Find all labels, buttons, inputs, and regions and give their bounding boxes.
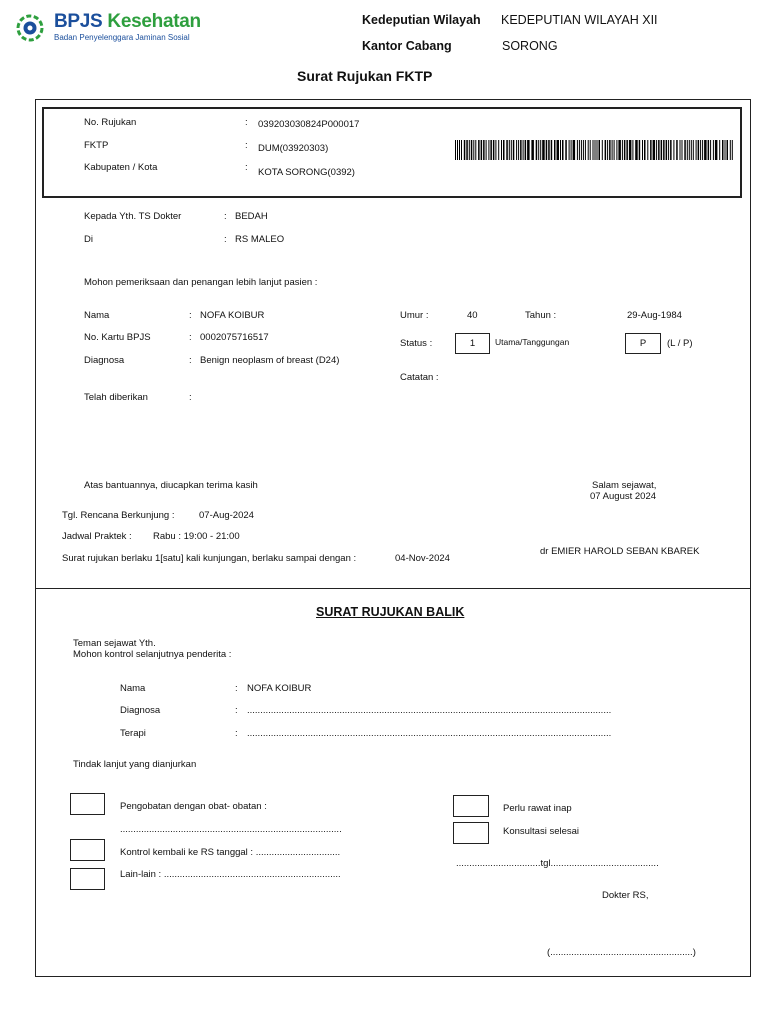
barcode-bar	[614, 140, 615, 160]
date-line[interactable]: ................................tgl.........................................	[456, 858, 659, 869]
status-label: Status :	[400, 338, 433, 349]
barcode-bar	[554, 140, 556, 160]
control-checkbox[interactable]	[70, 839, 105, 861]
letter-date: 07 August 2024	[590, 491, 657, 502]
schedule-value: Rabu : 19:00 - 21:00	[153, 531, 240, 542]
hospital-doctor-label: Dokter RS,	[602, 890, 649, 901]
barcode-bar	[644, 140, 646, 160]
visit-value: 07-Aug-2024	[199, 510, 254, 521]
control-label: Kontrol kembali ke RS tanggal : ................................	[120, 847, 341, 858]
barcode-bar	[597, 140, 598, 160]
deputy-value: KEDEPUTIAN WILAYAH XII	[501, 13, 658, 27]
barcode-bar	[595, 140, 596, 160]
status-desc: Utama/Tanggungan	[495, 337, 570, 347]
barcode-bar	[481, 140, 483, 160]
barcode-bar	[542, 140, 545, 160]
barcode-bar	[607, 140, 608, 160]
consult-done-checkbox[interactable]	[453, 822, 489, 844]
barcode-bar	[673, 140, 674, 160]
year-label: Tahun :	[525, 310, 557, 321]
consult-done-label: Konsultasi selesai	[503, 826, 580, 837]
given-label: Telah diberikan	[84, 392, 148, 403]
bpjs-logo-icon	[16, 14, 44, 42]
branch-label: Kantor Cabang	[362, 39, 452, 53]
barcode-bar	[560, 140, 561, 160]
back-therapy-field[interactable]: ..........................................................................................................................................	[247, 728, 612, 739]
location-value: RS MALEO	[235, 234, 285, 245]
barcode-bar	[722, 140, 724, 160]
barcode-bar	[573, 140, 576, 160]
back-referral-title: SURAT RUJUKAN BALIK	[316, 605, 465, 619]
barcode-image	[455, 140, 733, 160]
barcode-bar	[618, 140, 621, 160]
barcode-bar	[666, 140, 668, 160]
barcode-bar	[668, 140, 669, 160]
back-request: Mohon kontrol selanjutnya penderita :	[73, 649, 232, 660]
barcode-bar	[501, 140, 502, 160]
barcode-bar	[461, 140, 462, 160]
barcode-bar	[663, 140, 665, 160]
colon: :	[235, 705, 238, 716]
city-label: Kabupaten / Kota	[84, 162, 158, 173]
barcode-bar	[635, 140, 638, 160]
patient-name-label: Nama	[84, 310, 110, 321]
validity-date: 04-Nov-2024	[395, 553, 450, 564]
barcode-bar	[727, 140, 729, 160]
barcode-bar	[495, 140, 496, 160]
barcode-bar	[629, 140, 632, 160]
barcode-bar	[490, 140, 492, 160]
colon: :	[189, 355, 192, 366]
barcode-bar	[540, 140, 541, 160]
other-checkbox[interactable]	[70, 868, 105, 890]
barcode-bar	[493, 140, 495, 160]
visit-label: Tgl. Rencana Berkunjung :	[62, 510, 175, 521]
barcode-bar	[658, 140, 660, 160]
logo-title: BPJS Kesehatan	[54, 11, 201, 32]
barcode-bar	[486, 140, 487, 160]
barcode-bar	[624, 140, 626, 160]
colon: :	[245, 162, 248, 173]
barcode-bar	[682, 140, 683, 160]
gender-box: P	[625, 333, 661, 354]
card-label: No. Kartu BPJS	[84, 332, 151, 343]
schedule-label: Jadwal Praktek :	[62, 531, 132, 542]
notes-label: Catatan :	[400, 372, 439, 383]
location-label: Di	[84, 234, 93, 245]
barcode-bar	[693, 140, 694, 160]
followup-title: Tindak lanjut yang dianjurkan	[73, 759, 197, 770]
barcode-bar	[583, 140, 584, 160]
barcode-bar	[488, 140, 489, 160]
barcode-bar	[557, 140, 560, 160]
barcode-bar	[518, 140, 519, 160]
barcode-bar	[647, 140, 648, 160]
logo-subtitle: Badan Penyelenggara Jaminan Sosial	[54, 33, 190, 42]
barcode-bar	[464, 140, 466, 160]
deputy-label: Kedeputian Wilayah	[362, 13, 481, 27]
fktp-label: FKTP	[84, 140, 109, 151]
city-value: KOTA SORONG(0392)	[258, 167, 355, 178]
validity-text: Surat rujukan berlaku 1[satu] kali kunjungan, berlaku sampai dengan :	[62, 553, 357, 564]
medication-checkbox[interactable]	[70, 793, 105, 815]
barcode-bar	[455, 140, 456, 160]
barcode-bar	[730, 140, 731, 160]
barcode-bar	[457, 140, 458, 160]
barcode-bar	[725, 140, 726, 160]
status-box: 1	[455, 333, 490, 354]
referral-no-label: No. Rujukan	[84, 117, 137, 128]
colon: :	[245, 117, 248, 128]
doc-title: Surat Rujukan FKTP	[297, 68, 433, 84]
barcode-bar	[700, 140, 701, 160]
colon: :	[189, 332, 192, 343]
barcode-bar	[471, 140, 473, 160]
colon: :	[235, 683, 238, 694]
barcode-bar	[469, 140, 470, 160]
barcode-bar	[511, 140, 512, 160]
age-label: Umur :	[400, 310, 429, 321]
barcode-bar	[732, 140, 733, 160]
barcode-bar	[691, 140, 692, 160]
barcode-bar	[661, 140, 663, 160]
fktp-value: DUM(03920303)	[258, 143, 329, 154]
colon: :	[235, 728, 238, 739]
card-value: 0002075716517	[200, 332, 269, 343]
age-value: 40	[467, 310, 478, 321]
barcode-bar	[670, 140, 672, 160]
barcode-bar	[710, 140, 711, 160]
barcode-bar	[569, 140, 570, 160]
barcode-bar	[609, 140, 611, 160]
barcode-bar	[516, 140, 517, 160]
colon: :	[224, 211, 227, 222]
other-label: Lain-lain : ...................................................................	[120, 869, 341, 880]
barcode-bar	[483, 140, 485, 160]
barcode-bar	[571, 140, 572, 160]
barcode-bar	[676, 140, 678, 160]
barcode-bar	[689, 140, 690, 160]
barcode-bar	[704, 140, 707, 160]
barcode-bar	[593, 140, 594, 160]
back-greeting: Teman sejawat Yth.	[73, 638, 156, 649]
barcode-bar	[650, 140, 652, 160]
section-divider	[35, 588, 751, 589]
back-name-value: NOFA KOIBUR	[247, 683, 312, 694]
inpatient-checkbox[interactable]	[453, 795, 489, 817]
barcode-bar	[639, 140, 641, 160]
barcode-bar	[715, 140, 718, 160]
barcode-bar	[626, 140, 628, 160]
barcode-bar	[581, 140, 582, 160]
back-diagnosis-field[interactable]: ..........................................................................................................................................	[247, 705, 612, 716]
barcode-bar	[520, 140, 522, 160]
barcode-bar	[632, 140, 633, 160]
signature-line[interactable]: (......................................................)	[547, 947, 696, 958]
barcode-bar	[538, 140, 539, 160]
barcode-bar	[527, 140, 530, 160]
barcode-bar	[653, 140, 656, 160]
barcode-bar	[687, 140, 688, 160]
barcode-bar	[523, 140, 524, 160]
recipient-label: Kepada Yth. TS Dokter	[84, 211, 182, 222]
patient-name-value: NOFA KOIBUR	[200, 310, 265, 321]
barcode-bar	[531, 140, 534, 160]
birthdate-value: 29-Aug-1984	[627, 310, 682, 321]
salutation: Salam sejawat,	[592, 480, 657, 491]
barcode-bar	[602, 140, 603, 160]
referring-doctor: dr EMIER HAROLD SEBAN KBAREK	[540, 546, 700, 557]
barcode-bar	[684, 140, 686, 160]
referral-no-value: 039203030824P000017	[258, 119, 360, 130]
barcode-bar	[473, 140, 474, 160]
barcode-bar	[546, 140, 548, 160]
barcode-bar	[612, 140, 613, 160]
barcode-bar	[459, 140, 460, 160]
barcode-bar	[585, 140, 586, 160]
barcode-bar	[680, 140, 681, 160]
barcode-bar	[599, 140, 601, 160]
barcode-bar	[590, 140, 591, 160]
barcode-bar	[605, 140, 607, 160]
thanks-text: Atas bantuannya, diucapkan terima kasih	[84, 480, 258, 491]
barcode-bar	[719, 140, 720, 160]
colon: :	[224, 234, 227, 245]
barcode-bar	[506, 140, 508, 160]
barcode-bar	[565, 140, 567, 160]
gender-desc: (L / P)	[667, 338, 693, 349]
barcode-bar	[713, 140, 714, 160]
barcode-bar	[642, 140, 643, 160]
back-name-label: Nama	[120, 683, 146, 694]
request-text: Mohon pemeriksaan dan penangan lebih lanjut pasien :	[84, 277, 318, 288]
medication-dots[interactable]: ....................................................................................	[120, 824, 342, 835]
barcode-bar	[698, 140, 700, 160]
barcode-bar	[622, 140, 623, 160]
barcode-bar	[478, 140, 480, 160]
barcode-bar	[616, 140, 617, 160]
diagnosis-label: Diagnosa	[84, 355, 125, 366]
barcode-bar	[562, 140, 564, 160]
barcode-bar	[466, 140, 468, 160]
colon: :	[189, 310, 192, 321]
barcode-bar	[708, 140, 710, 160]
barcode-bar	[696, 140, 697, 160]
colon: :	[189, 392, 192, 403]
barcode-bar	[525, 140, 527, 160]
barcode-bar	[503, 140, 505, 160]
barcode-bar	[498, 140, 499, 160]
barcode-bar	[475, 140, 476, 160]
colon: :	[245, 140, 248, 151]
barcode-bar	[588, 140, 589, 160]
barcode-bar	[579, 140, 580, 160]
barcode-bar	[548, 140, 550, 160]
document-frame	[35, 99, 751, 977]
barcode-bar	[656, 140, 657, 160]
medication-label: Pengobatan dengan obat- obatan :	[120, 801, 267, 812]
inpatient-label: Perlu rawat inap	[503, 803, 572, 814]
barcode-bar	[702, 140, 703, 160]
barcode-bar	[551, 140, 553, 160]
diagnosis-value: Benign neoplasm of breast (D24)	[200, 355, 340, 366]
barcode-bar	[536, 140, 538, 160]
back-therapy-label: Terapi	[120, 728, 146, 739]
barcode-bar	[513, 140, 515, 160]
barcode-bar	[509, 140, 510, 160]
branch-value: SORONG	[502, 39, 558, 53]
barcode-bar	[577, 140, 578, 160]
back-diagnosis-label: Diagnosa	[120, 705, 161, 716]
recipient-value: BEDAH	[235, 211, 268, 222]
